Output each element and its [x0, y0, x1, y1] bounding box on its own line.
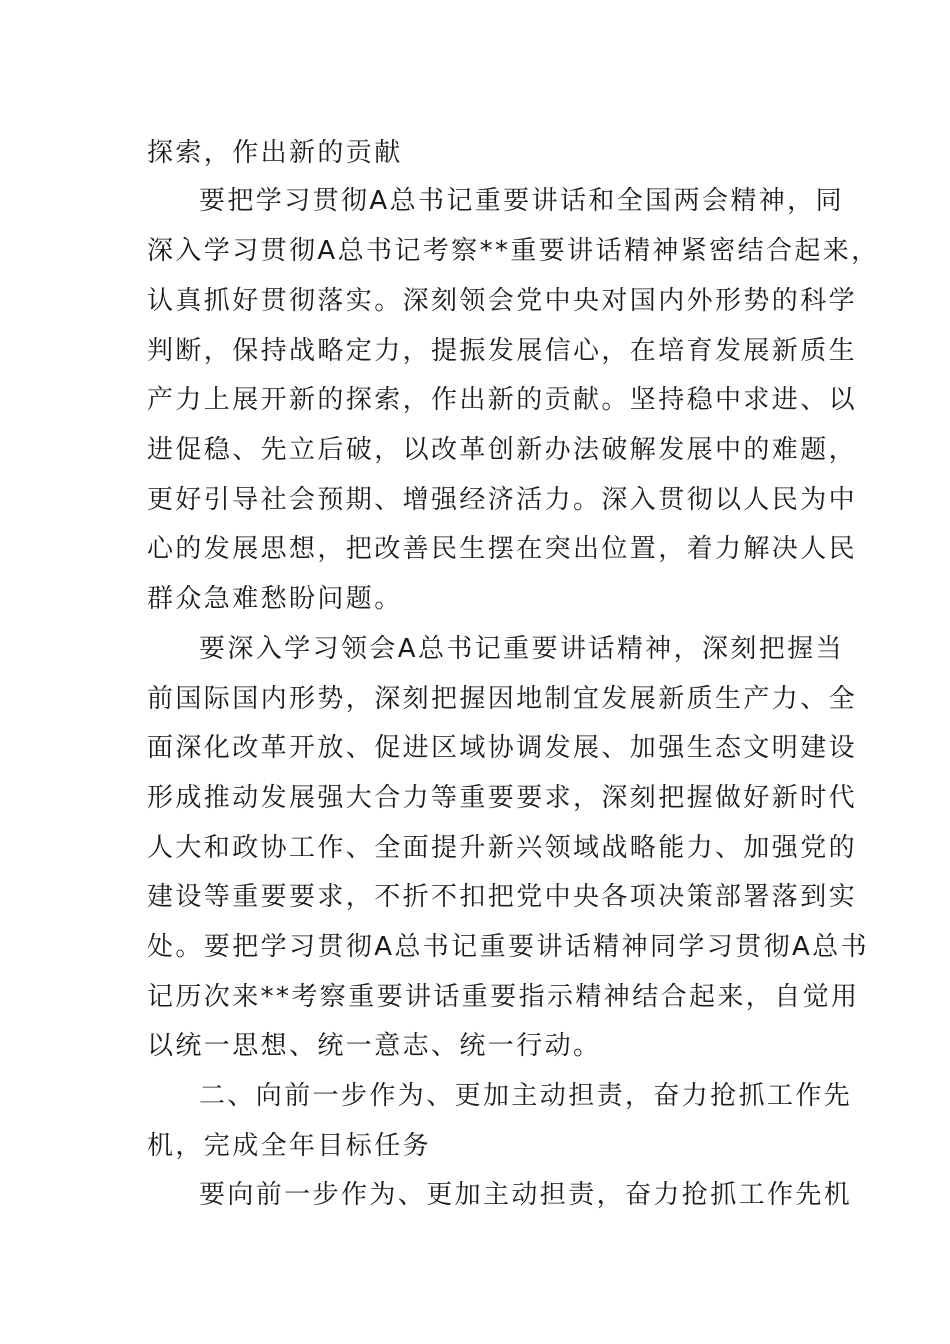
paragraph-start-line: 要把学习贯彻A总书记重要讲话和全国两会精神，同	[199, 186, 844, 216]
text-line: 处。要把学习贯彻A总书记重要讲话精神同学习贯彻A总书	[147, 932, 869, 962]
paragraph-start-line: 要深入学习领会A总书记重要讲话精神，深刻把握当	[199, 634, 844, 664]
text-line: 认真抓好贯彻落实。深刻领会党中央对国内外形势的科学	[147, 286, 858, 316]
text-line: 以统一思想、统一意志、统一行动。	[147, 1031, 602, 1061]
text-line: 记历次来**考察重要讲话重要指示精神结合起来，自觉用	[147, 982, 860, 1012]
text-line: 产力上展开新的探索，作出新的贡献。坚持稳中求进、以	[147, 385, 858, 415]
text-line: 进促稳、先立后破，以改革创新办法破解发展中的难题，	[147, 435, 858, 465]
section-heading-line: 机，完成全年目标任务	[147, 1131, 432, 1161]
text-line: 人大和政协工作、全面提升新兴领域战略能力、加强党的	[147, 833, 858, 863]
text-line: 建设等重要要求，不折不扣把党中央各项决策部署落到实	[147, 882, 858, 912]
text-line: 心的发展思想，把改善民生摆在突出位置，着力解决人民	[147, 534, 858, 564]
text-line: 面深化改革开放、促进区域协调发展、加强生态文明建设	[147, 733, 858, 763]
text-line: 群众急难愁盼问题。	[147, 584, 403, 614]
paragraph-start-line: 要向前一步作为、更加主动担责，奋力抢抓工作先机	[199, 1180, 853, 1210]
text-line: 更好引导社会预期、增强经济活力。深入贯彻以人民为中	[147, 485, 858, 515]
text-line: 形成推动发展强大合力等重要要求，深刻把握做好新时代	[147, 783, 858, 813]
text-line: 前国际国内形势，深刻把握因地制宜发展新质生产力、全	[147, 684, 858, 714]
text-line: 深入学习贯彻A总书记考察**重要讲话精神紧密结合起来，	[147, 236, 880, 266]
section-heading-line: 二、向前一步作为、更加主动担责，奋力抢抓工作先	[199, 1081, 853, 1111]
text-line: 判断，保持战略定力，提振发展信心，在培育发展新质生	[147, 336, 858, 366]
text-line: 探索，作出新的贡献	[147, 138, 403, 168]
